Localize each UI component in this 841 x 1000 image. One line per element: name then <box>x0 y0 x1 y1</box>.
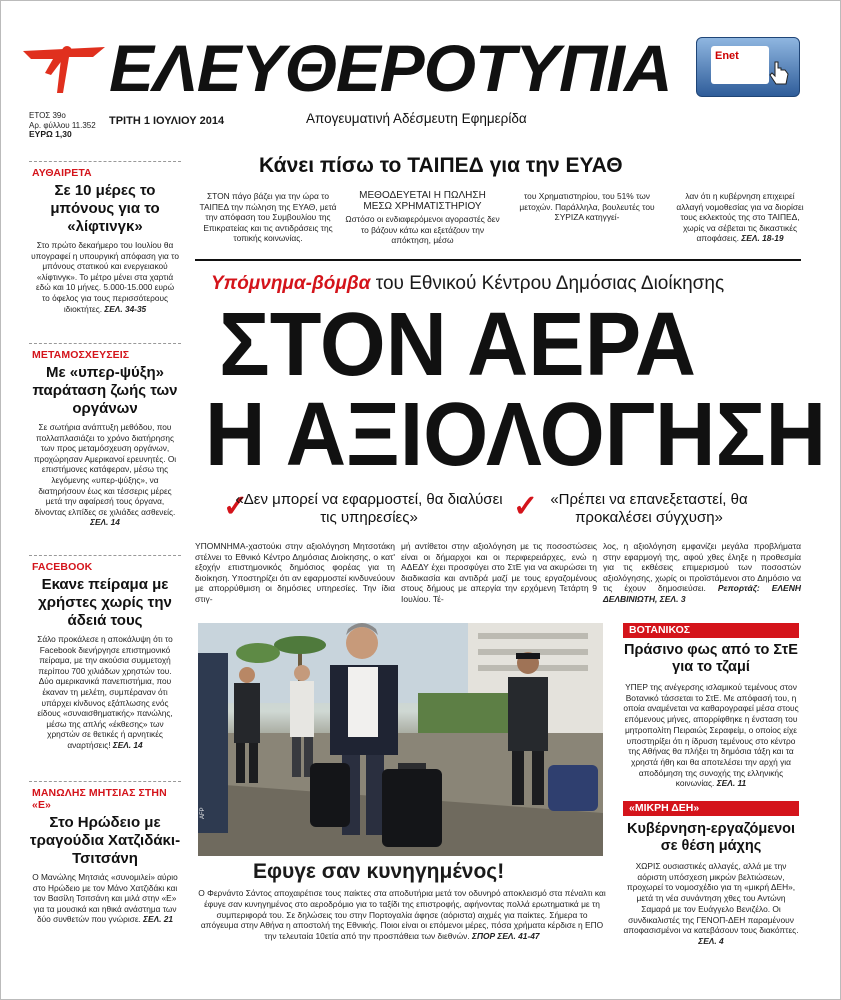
photo-credit: AFP <box>200 807 206 819</box>
story-headline: Με «υπερ-ψύξη» παράταση ζωής των οργάνων <box>32 364 178 417</box>
news-photo[interactable] <box>198 623 603 856</box>
enet-label: Enet <box>711 46 769 84</box>
main-headline-line1[interactable]: ΣΤΟΝ ΑΕΡΑ <box>219 295 696 395</box>
story-body: Σε σωτήρια ανάπτυξη μεθόδου, που πολλαπλασιάζει το χρόνο διατήρησης των προς μεταμόσχευση οργάνων, προχώρησαν Αμερικανοί ερευνητές. Οι επιστήμονες κατάφεραν, μέσω της λεγόμενης «υπερ-ψύξης», να διατηρήσουν έως και τέσσερις μέρες μετά την αφαίρεσή τους όργανα, δίνοντας ελπίδες σε χιλιάδες ασθενείς. ΣΕΛ. 14 <box>33 422 177 528</box>
main-story-col2: μή αντίθετοι στην αξιολόγηση με τις ποσοστώσεις είναι οι δήμαρχοι και οι περιφερειάρχες, ενώ η ΑΔΕΔΥ έχει προσφύγει στο ΣτΕ για να ακυρώσει τη διαδικασία και αντιδρά μαζί με τους εργαζομένους στους δήμους με απεργία την ερχόμενη Τετάρτη 9 Ιουλίου. Τέ- <box>401 541 597 604</box>
top-story-col2-text: Ωστόσο οι ενδιαφερόμενοι αγοραστές δεν το βάζουν κάτω και εξετάζουν την απόκτηση, μέσω <box>345 214 500 246</box>
issue-meta <box>29 111 96 131</box>
main-headline-line2[interactable]: Η ΑΞΙΟΛΟΓΗΣΗ <box>205 385 827 485</box>
right-story-1-tag: ΒΟΤΑΝΙΚΟΣ <box>623 623 799 638</box>
left-story-1[interactable] <box>29 161 181 341</box>
story-tag: ΑΥΘΑΙΡΕΤΑ <box>32 167 92 179</box>
top-story-body <box>195 191 807 253</box>
issue-number: Αρ. φύλλου 11.352 <box>29 121 96 130</box>
issue-year: ΕΤΟΣ 39ο <box>29 111 66 120</box>
top-story-col3: του Χρηματιστηρίου, του 51% των μετοχών. Παράλληλα, βουλευτές του ΣΥΡΙΖΑ κατηγγεί- <box>519 191 655 223</box>
main-quote-1: «Δεν μπορεί να εφαρμοστεί, θα διαλύσει τις υπηρεσίες» <box>235 491 503 526</box>
section-divider <box>195 259 801 261</box>
right-story-2-body: ΧΩΡΙΣ ουσιαστικές αλλαγές, αλλά με την αόριστη υπόσχεση μικρών βελτιώσεων, προχωρεί το νομοσχέδιο για τη «μικρή ΔΕΗ», μετά τη νέα συνάντηση χθες του Αντώνη Σαμαρά με τον Ευάγγελο Βενιζέλο. Οι συνδικαλιστές της ΓΕΝΟΠ-ΔΕΗ παραμένουν αποφασισμένοι να κατεβάσουν τους διακόπτες. ΣΕΛ. 4 <box>623 861 799 946</box>
masthead-tagline: Απογευματινή Αδέσμευτη Εφημερίδα <box>306 111 527 126</box>
story-tag: ΜΕΤΑΜΟΣΧΕΥΣΕΙΣ <box>32 349 130 361</box>
photo-story-body: Ο Φερνάντο Σάντος αποχαιρέτισε τους παίκτες στα αποδυτήρια μετά τον οδυνηρό αποκλεισμό στα πέναλτι και έφυγε σαν κυνηγημένος στο αεροδρόμιο για το ταξίδι της επιστροφής, αφήνοντας πολλά ερωτηματικά με τη συμπεριφορά του. Σε δηλώσεις του στην Πορτογαλία άφησε (αόριστα) αιχμές για παίκτες. Σήμερα το απόγευμα στην Αθήνα η αποστολή της Εθνικής. Ποιοι είναι οι επόμενοι μέρες, πόσα χρήματα κέρδισε η ΕΠΟ την τελευταία 10ετία από την προσπάθεια των διεθνών. ΣΠΟΡ ΣΕΛ. 41-47 <box>198 888 606 942</box>
story-headline: Στο Ηρώδειο με τραγούδια Χατζιδάκι-Τσιτσάνη <box>29 814 181 867</box>
runner-logo-icon <box>23 45 105 97</box>
main-quote-2: «Πρέπει να επανεξεταστεί, θα προκαλέσει σύγχυση» <box>550 491 748 526</box>
left-story-4[interactable] <box>29 781 181 925</box>
main-story-col1: ΥΠΟΜΝΗΜΑ-χαστούκι στην αξιολόγηση Μητσοτάκη στέλνει το Εθνικό Κέντρο Δημόσιας Διοίκησης, ο κατ' εξοχήν επιστημονικός δημόσιος φορέας για τη διοίκηση. Υποστηρίζει ότι αν εφαρμοστεί κινδυνεύουν με απορρύθμιση οι δημόσιες υπηρεσίες. Την ίδια στιγ- <box>195 541 395 604</box>
story-body: Στο πρώτο δεκαήμερο του Ιουλίου θα υπογραφεί η υπουργική απόφαση για το μπόνους στατικού και ενεργειακού «λίφτινγκ». Το μέτρο μένει στα χαρτιά εδώ και 10 μήνες. 5.000-15.000 ευρώ το όφελος για τους περισσότερους ιδιοκτήτες. ΣΕΛ. 34-35 <box>31 240 179 314</box>
photo-caption-headline[interactable]: Εφυγε σαν κυνηγημένος! <box>253 860 505 883</box>
main-story-col3: λος, η αξιολόγηση εμφανίζει μεγάλα προβλήματα στην εφαρμογή της, αφού χθες έληξε η προθεσμία για τις εκθέσεις επιμερισμού των ποσοστών αξιολόγησης, χωρίς οι προϊστάμενοι στο Δημόσιο να τις έχουν δημοσιεύσει. Ρεπορτάζ: ΕΛΕΝΗ ΔΕΛΒΙΝΙΩΤΗ, ΣΕΛ. 3 <box>603 541 801 604</box>
story-tag: ΜΑΝΩΛΗΣ ΜΗΤΣΙΑΣ ΣΤΗΝ «Ε» <box>32 787 167 811</box>
top-story-subhead: ΜΕΘΟΔΕΥΕΤΑΙ Η ΠΩΛΗΣΗ ΜΕΣΩ ΧΡΗΜΑΤΙΣΤΗΡΙΟΥ <box>359 190 486 212</box>
pointer-hand-icon <box>767 60 791 88</box>
photo-illustration <box>198 623 603 856</box>
main-kicker: Υπόμνημα-βόμβα του Εθνικού Κέντρου Δημόσιας Διοίκησης <box>211 273 725 294</box>
story-headline: Σε 10 μέρες το μπόνους για το «λίφτινγκ» <box>50 182 160 235</box>
issue-date: ΤΡΙΤΗ 1 ΙΟΥΛΙΟΥ 2014 <box>109 115 225 127</box>
right-story-1-headline[interactable]: Πράσινο φως από το ΣτΕ για το τζαμί <box>624 642 798 675</box>
left-story-3[interactable] <box>29 555 181 779</box>
right-story-2-tag: «ΜΙΚΡΗ ΔΕΗ» <box>623 801 799 816</box>
top-story-col1: ΣΤΟΝ πάγο βάζει για την ώρα το ΤΑΙΠΕΔ την πώληση της ΕΥΑΘ, μετά την απόφαση του Συμβουλίου της Επικρατείας και τις αντιδράσεις της τοπικής κοινωνίας. <box>199 191 337 244</box>
issue-price: ΕΥΡΩ 1,30 <box>29 129 72 139</box>
red-check-icon: ✓ <box>223 490 249 523</box>
story-headline: Εκανε πείραμα με χρήστες χωρίς την άδειά τους <box>38 576 172 629</box>
left-story-2[interactable] <box>29 343 181 553</box>
main-story-body <box>195 541 801 613</box>
right-story-1-body: ΥΠΕΡ της ανέγερσης ισλαμικού τεμένους στον Βοτανικό τάσσεται το ΣτΕ. Με απόφασή του, η οποία αναμένεται να καθαρογραφεί μέσα στους επόμενους μήνες, απορρίφθηκε η ένσταση του μητροπολίτη Πειραιώς Σεραφείμ, ο οποίος είχε υποστηρίξει ότι η ίδρυση τεμένους στο κέντρο της Αθήνας θα πλήξει τη δημόσια τάξη και τα χρηστά ήθη και θα αποτελέσει την αρχή για αποδόμηση της συνοχής της ελληνικής κοινωνίας. ΣΕΛ. 11 <box>623 682 799 789</box>
top-story-col4: λαν ότι η κυβέρνηση επιχειρεί αλλαγή νομοθεσίας για να διορίσει τους εκλεκτούς της στο ΤΑΙΠΕΔ, χωρίς να σέβεται τις δικαστικές αποφάσεις. ΣΕΛ. 18-19 <box>676 191 804 244</box>
story-tag: FACEBOOK <box>32 561 93 573</box>
red-check-icon: ✓ <box>513 490 539 523</box>
right-story-2-headline[interactable]: Κυβέρνηση-εργαζόμενοι σε θέση μάχης <box>626 821 796 854</box>
masthead-title: ΕΛΕΥΘΕΡΟΤΥΠΙΑ <box>109 31 672 105</box>
enet-link[interactable] <box>696 37 800 97</box>
story-body: Σάλο προκάλεσε η αποκάλυψη ότι το Facebook διενήργησε επιστημονικό πείραμα, με την ακούσια συμμετοχή περίπου 700 χιλιάδων χρηστών του. Δύο αμερικανικά πανεπιστήμια, που έκαναν τη μελέτη, συμπέραναν ότι υπάρχει κίνδυνος εξάπλωσης ενός είδους «συναισθηματικής» πανώλης, μέσω της απλής «έκθεσης» των χρηστών σε θετικές ή αρνητικές αναρτήσεις! ΣΕΛ. 14 <box>37 634 173 750</box>
story-body: Ο Μανώλης Μητσιάς «συνομιλεί» αύριο στο Ηρώδειο με τον Μάνο Χατζιδάκι και τον Βασίλη Τσιτσάνη και μιλά στην «Ε» για τα μουσικά και ηθικά ανάστημα των δύο συνθετών που γνώρισε. ΣΕΛ. 21 <box>32 872 178 925</box>
top-story-col2 <box>345 191 500 246</box>
top-story-headline[interactable]: Κάνει πίσω το ΤΑΙΠΕΔ για την ΕΥΑΘ <box>259 154 623 177</box>
